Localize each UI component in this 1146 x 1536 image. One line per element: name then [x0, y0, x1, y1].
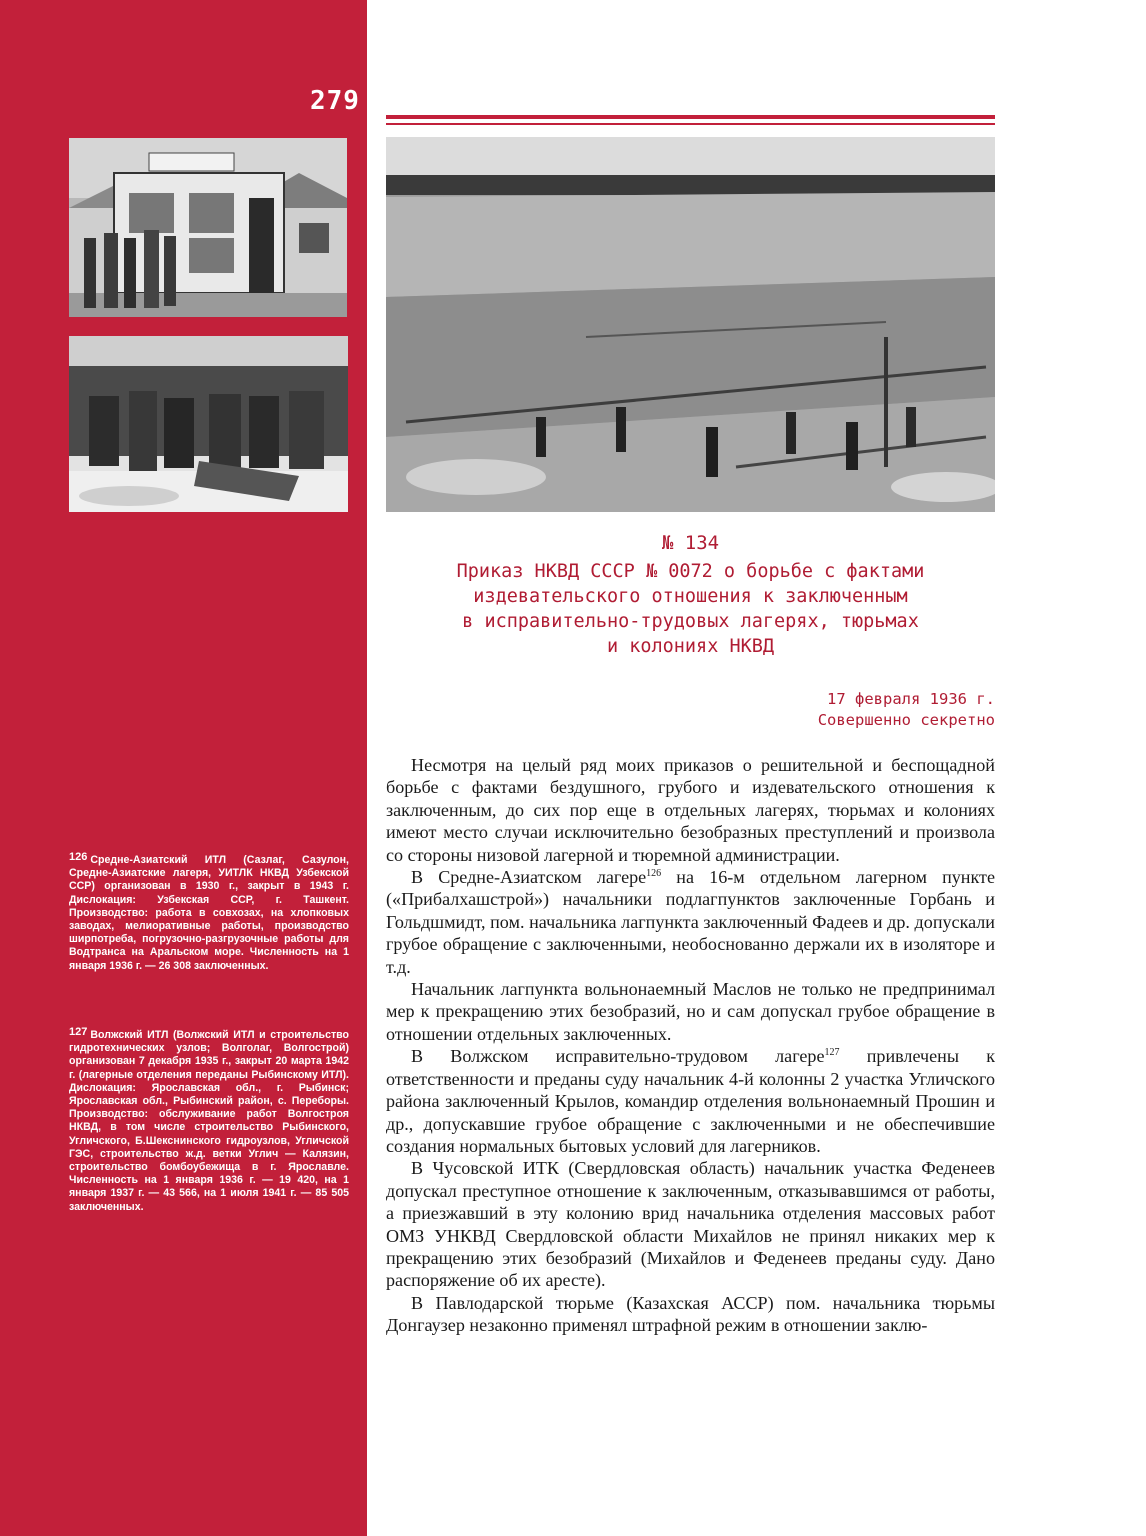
paragraph: В Средне-Азиатском лагере$^{126}$ на 16-м отдельном лагерном пункте («Прибалхашстрой») начальники подлагпунктов заключенные Горбань и Гольдшмидт, пом. начальника лагпункта заключенный Фадеев и др. допускали грубое обращение с заключенными, необоснованно держали их в изоляторе и т.д. — [386, 867, 995, 977]
footnote-127 — [69, 1026, 349, 1214]
paragraph: В Волжском исправительно-трудовом лагере$^{127}$ привлечены к ответственности и преданы суду начальник 4-й колонны 2 участка Угличского района заключенный Крылов, командир отделения вольнонаемный Прошин и др., допускавшие грубое обращение с заключенными и не обеспечившие создания нормальных бытовых условий для лагерников. — [386, 1046, 996, 1156]
paragraph: Начальник лагпункта вольнонаемный Маслов не только не предпринимал мер к прекращению этих безобразий, но и сам допускал грубое обращение в отношении отдельных заключенных. — [386, 979, 995, 1044]
document-number: № 134 — [661, 532, 720, 554]
document-title-line: издевательского отношения к заключенным — [473, 586, 908, 607]
footnote-ref-126[interactable]: 126 — [646, 868, 662, 880]
document-title — [386, 559, 995, 659]
footnote-126-text: Средне-Азиатский ИТЛ (Сазлаг, Сазулон, Средне-Азиатские лагеря, УИТЛК НКВД Узбекской ССР) организован в 1930 г., закрыт в 1943 г. Дислокация: Узбекская ССР, г. Ташкент. Производство: работа в совхозах, на хлопковых заводах, мелиоративные работы, производство ширпотреба, погрузочно-разгрузочные работы для Водтранса на Аральском море. Численность на 1 января 1936 г. — 26 308 заключенных. — [69, 854, 349, 972]
funeral-photo — [69, 336, 348, 512]
document-date-block — [818, 689, 995, 731]
document-title-line: Приказ НКВД СССР № 0072 о борьбе с фактами — [456, 561, 925, 582]
footnote-127-text: Волжский ИТЛ (Волжский ИТЛ и строительство гидротехнических узлов; Волголаг, Волгострой) организован 7 декабря 1935 г., закрыт 20 марта 1942 г. (лагерные отделения переданы Рыбинскому ИТЛ). Дислокация: Ярославская обл., г. Рыбинск; Ярославская обл., Рыбинский район, с. Переборы. Производство: обслуживание работ Волгостроя НКВД, в том числе строительство Рыбинского, Угличского, Б.Шекснинского гидроузлов, Угличской ГЭС, строительство ж.д. ветки Углич — Калязин, строительство бомбоубежища в г. Ярославле. Численность на 1 января 1936 г. — 19 420, на 1 января 1937 г. — 43 566, на 1 июля 1941 г. — 85 505 заключенных. — [69, 1029, 349, 1213]
header-rule-thick — [386, 115, 995, 119]
sign-photo — [69, 138, 347, 317]
body-text — [386, 754, 995, 1337]
footnote-127-number: 127 — [69, 1026, 88, 1038]
document-title-line: в исправительно-трудовых лагерях, тюрьмах — [462, 611, 919, 632]
document-date: 17 февраля 1936 г. — [827, 690, 995, 708]
document-classification: Совершенно секретно — [817, 711, 995, 729]
header-rule-thin — [386, 123, 995, 125]
paragraph: В Павлодарской тюрьме (Казахская АССР) пом. начальника тюрьмы Донгаузер незаконно применял штрафной режим в отношении заклю- — [386, 1292, 995, 1336]
document-title-line: и колониях НКВД — [606, 636, 775, 657]
footnote-126-number: 126 — [69, 851, 88, 863]
footnote-ref-127[interactable]: 127 — [824, 1047, 840, 1059]
paragraph: В Чусовской ИТК (Свердловская область) начальник участка Феденеев допускал преступное отношение к заключенным, отказывавшимся от работы, а приезжавший в эту колонию врид начальника отделения массовых работ ОМЗ УНКВД Свердловской области Михайлов не принял никаких мер к прекращению этих безобразий (Михайлов и Феденеев преданы суду. Дано распоряжение об их аресте). — [386, 1158, 995, 1291]
page-number: 279 — [310, 86, 360, 116]
camp-construction-photo — [386, 137, 995, 512]
paragraph: Несмотря на целый ряд моих приказов о решительной и беспощадной борьбе с фактами бездушного, грубого и издевательского отношения к заключенным, до сих пор еще в отдельных лагерях, тюрьмах и колониях имеют место случаи исключительно безобразных преступлений и произвола со стороны низовой лагерной и тюремной администрации. — [386, 755, 995, 865]
footnote-126 — [69, 851, 349, 973]
